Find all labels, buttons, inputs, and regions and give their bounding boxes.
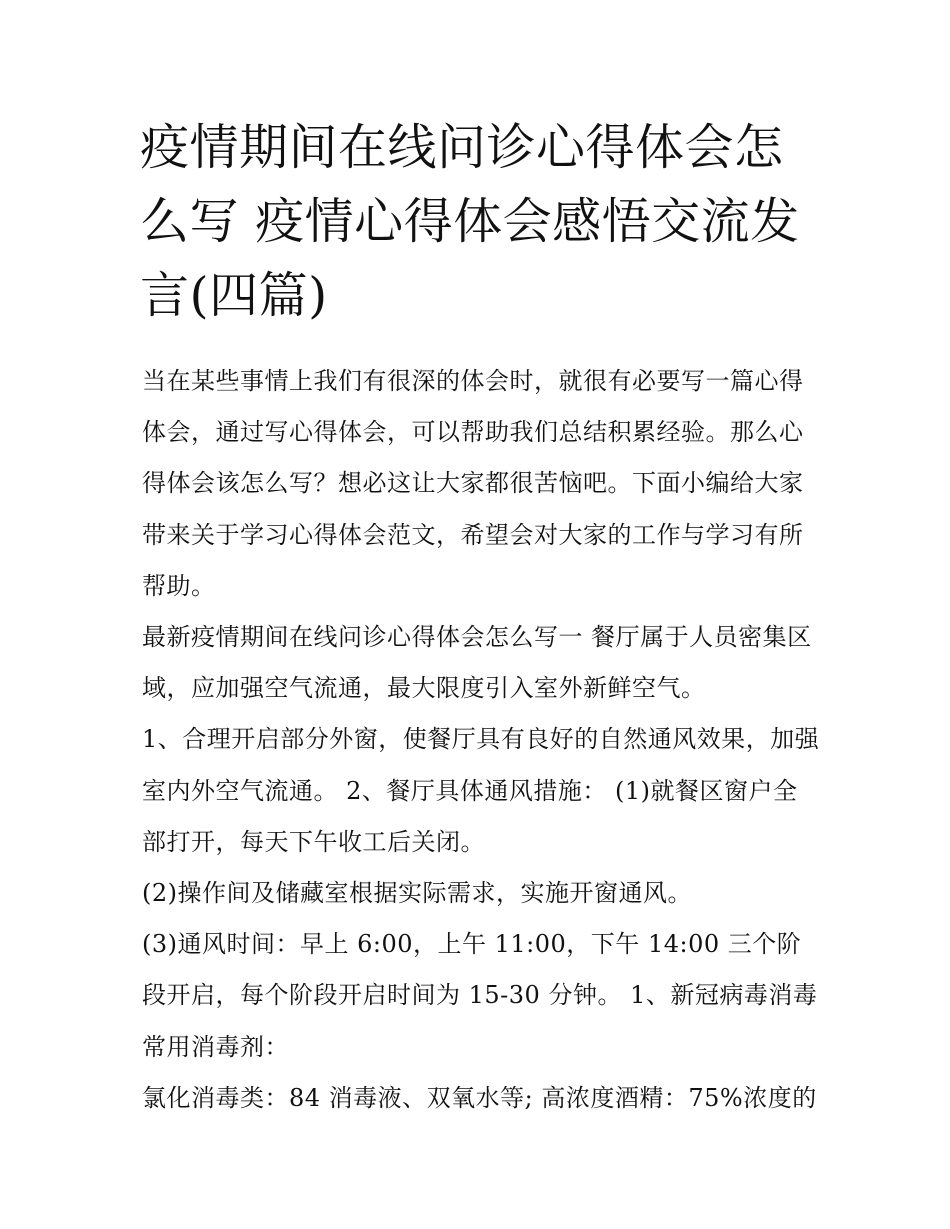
paragraph-ventilation-time: (3)通风时间：早上 6:00，上午 11:00，下午 14:00 三个阶段开启，每个阶段开启时间为 15-30 分钟。 1、新冠病毒消毒常用消毒剂： xyxy=(142,930,818,1061)
paragraph-disinfectants: 氯化消毒类：84 消毒液、双氧水等; 高浓度酒精：75%浓度的 xyxy=(142,1083,817,1112)
document-body xyxy=(142,356,822,1124)
paragraph-section-one: 最新疫情期间在线问诊心得体会怎么写一 餐厅属于人员密集区域，应加强空气流通，最大限度引入室外新鲜空气。 xyxy=(142,623,812,703)
paragraph-operation-room: (2)操作间及储藏室根据实际需求，实施开窗通风。 xyxy=(142,879,692,908)
paragraph-ventilation: 1、合理开启部分外窗，使餐厅具有良好的自然通风效果，加强室内外空气流通。 2、餐厅具体通风措施： (1)就餐区窗户全部打开，每天下午收工后关闭。 xyxy=(142,725,820,856)
document-title: 疫情期间在线问诊心得体会怎么写 疫情心得体会感悟交流发言(四篇) xyxy=(140,119,800,324)
paragraph-intro: 当在某些事情上我们有很深的体会时，就很有必要写一篇心得体会，通过写心得体会，可以帮助我们总结积累经验。那么心得体会该怎么写？想必这让大家都很苦恼吧。下面小编给大家带来关于学习心得体会范文，希望会对大家的工作与学习有所帮助。 xyxy=(142,367,804,600)
